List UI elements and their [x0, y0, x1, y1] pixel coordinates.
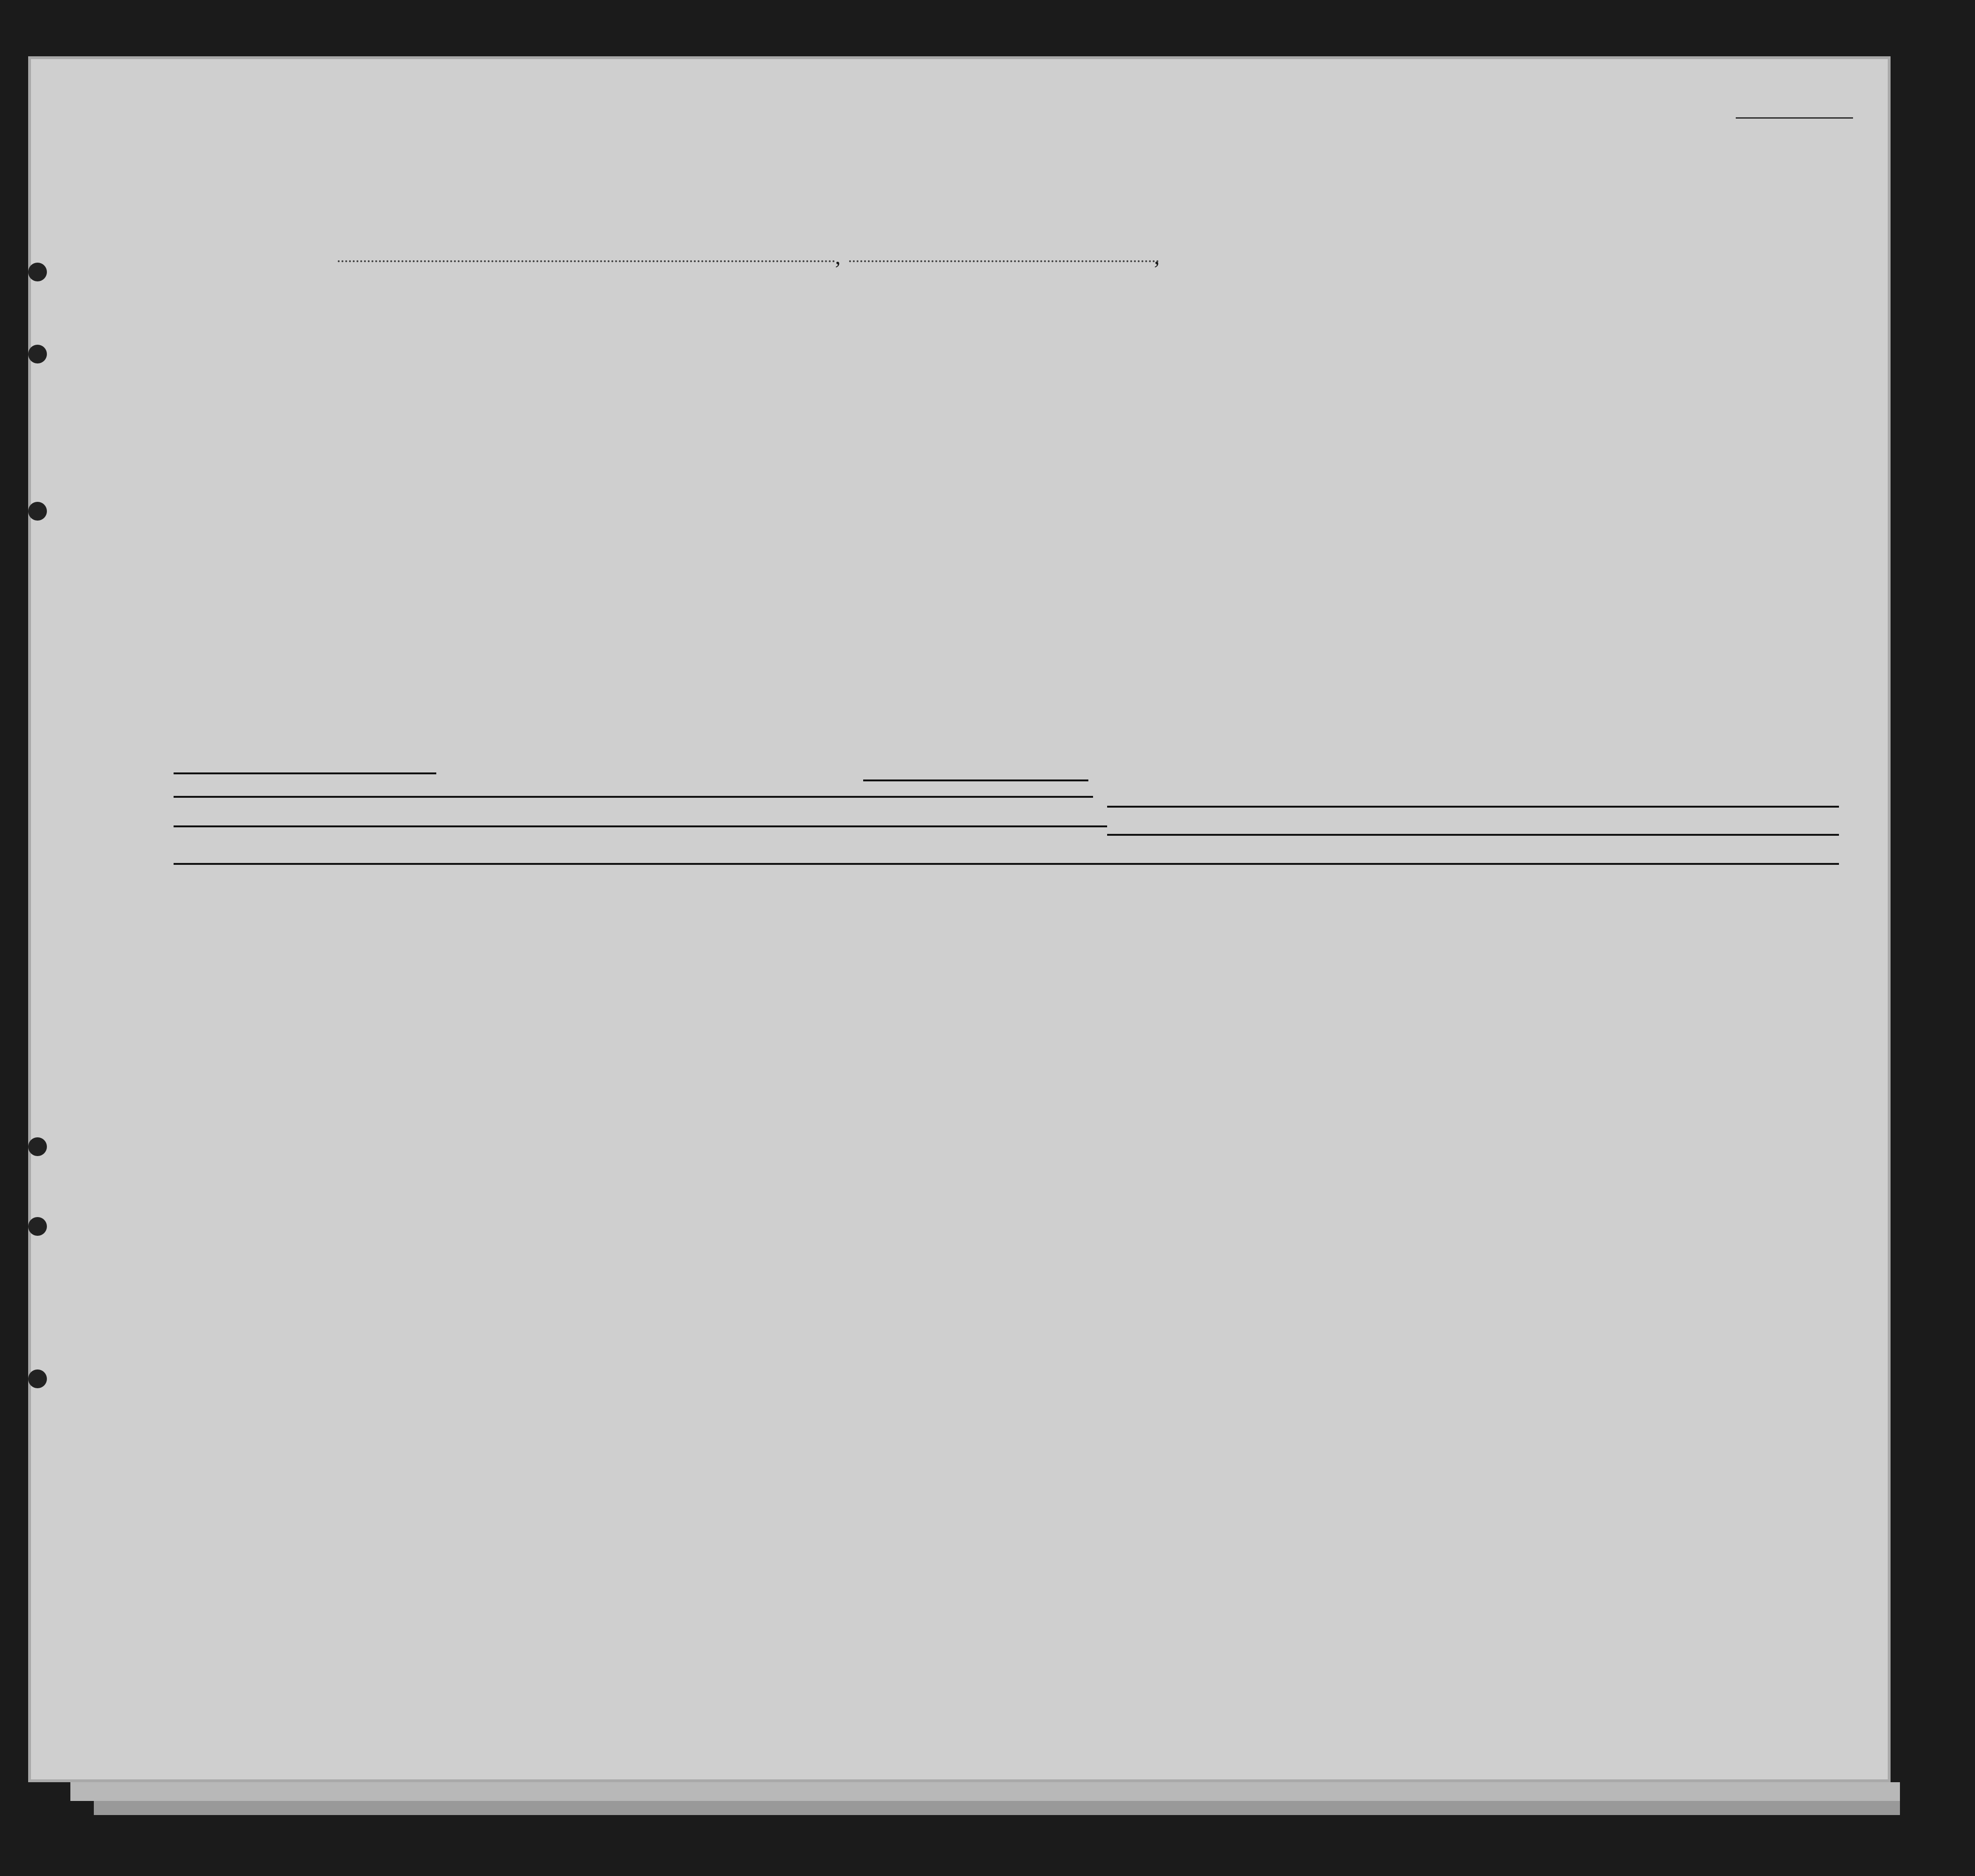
header-labor-offer [1396, 324, 1438, 436]
binder-hole [28, 345, 47, 363]
comma: , [1154, 244, 1160, 269]
binder-hole [28, 1217, 47, 1236]
strike-line-row10 [1107, 834, 1839, 836]
list-number-line [1736, 117, 1853, 119]
binder-hole [28, 263, 47, 281]
date-line [849, 260, 1159, 262]
strike-line-row10 [174, 825, 1107, 827]
strike-line-row11 [174, 863, 1839, 865]
paper-stack-edge-lower [94, 1801, 1900, 1815]
strike-line-row9 [863, 779, 1088, 781]
header-feet [1582, 389, 1601, 441]
header-overthrow [1332, 324, 1389, 436]
header-prison [1252, 324, 1280, 436]
header-anarchist [1307, 324, 1325, 436]
header-money [690, 319, 713, 441]
header-become-citizen [1222, 335, 1250, 434]
header-inches [1604, 389, 1623, 441]
strike-line-row9 [174, 772, 436, 774]
paper-stack-edge [70, 1782, 1900, 1801]
strike-line-row9 [174, 796, 1093, 798]
strike-line-row9 [1107, 806, 1839, 808]
manifest-sheet [28, 56, 1891, 1782]
port-line [338, 260, 835, 262]
header-deported [1438, 324, 1475, 436]
comma: , [835, 244, 841, 269]
header-length-stay [1152, 335, 1180, 434]
binder-hole [28, 1137, 47, 1156]
header-polygamist [1283, 324, 1302, 436]
binder-hole [28, 1369, 47, 1388]
binder-hole [28, 502, 47, 521]
header-intends-return [1111, 335, 1146, 434]
header-ticket [578, 319, 601, 441]
